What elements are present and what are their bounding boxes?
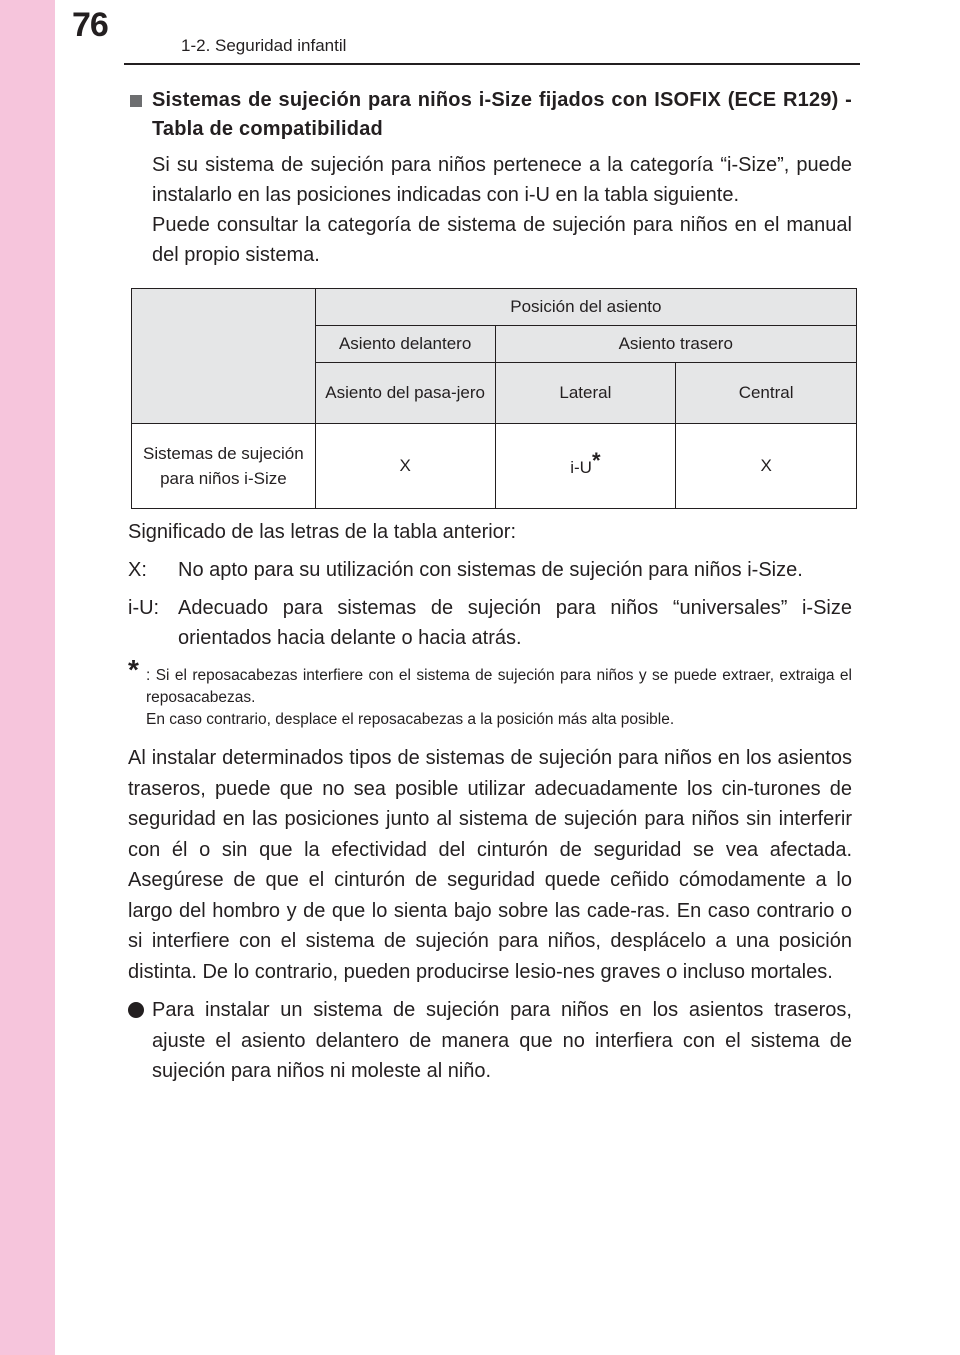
table-header-passenger-seat [315,363,495,424]
intro-paragraph: Puede consultar la categoría de sistema de sujeción para niños en el manual del propio sistema. [152,214,852,266]
section-title: 1-2. Seguridad infantil [181,36,347,55]
legend-key: i-U: [128,597,160,619]
compatibility-table [131,288,857,509]
table-header-passenger-seat-text: Asiento del pasa-jero [325,383,485,402]
table-cell-lateral-value: i-U [570,458,592,477]
bullet-dot-icon [128,1002,144,1018]
table-cell-front: X [315,424,495,509]
page-number: 76 [72,6,108,44]
footnote-line: : Si el reposacabezas interfiere con el sistema de sujeción para niños y se puede extraer, extraiga el reposacabezas. [146,667,852,706]
body-paragraph: Al instalar determinados tipos de sistemas de sujeción para niños en los asientos traseros, puede que no sea posible utilizar adecuadamente los cin-turones de seguridad en las posiciones junto al sistema de sujeción para niños sin interferir con él o sin que la efectividad del cinturón de seguridad se vea afectada. Asegúrese de que el cinturón de seguridad quede ceñido cómodamente a lo largo del hombro y de que lo sienta bajo sobre las cade-ras. En caso contrario o si interfiere con el sistema de sujeción para niños, desplácelo a una posición distinta. De lo contrario, pueden producirse lesio-nes graves o incluso mortales. [128,747,852,983]
footnote-asterisk: * [128,654,139,685]
square-bullet-icon [130,95,142,107]
legend-description: No apto para su utilización con sistemas de sujeción para niños i-Size. [178,559,803,581]
footnote-line: En caso contrario, desplace el reposacabezas a la posición más alta posible. [146,711,675,728]
legend-item [128,555,852,585]
legend-intro: Significado de las letras de la tabla anterior: [128,521,517,543]
page-side-tab [0,0,55,1355]
table-header-rear-seat: Asiento trasero [495,326,856,363]
legend-key: X: [128,559,147,581]
table-header-lateral: Lateral [495,363,676,424]
table-cell-central: X [676,424,857,509]
header-divider [124,63,860,65]
table-header-central: Central [676,363,857,424]
table-row-label: Sistemas de sujeción para niños i-Size [132,424,316,509]
table-header-seat-position: Posición del asiento [315,289,856,326]
intro-paragraph: Si su sistema de sujeción para niños pertenece a la categoría “i-Size”, puede instalarlo en las posiciones indicadas con i-U en la tabla siguiente. [152,154,852,206]
bullet-text: Para instalar un sistema de sujeción para niños en los asientos traseros, ajuste el asiento delantero de manera que no interfiera con el sistema de sujeción para niños ni moleste al niño. [152,999,852,1082]
table-cell-lateral [495,424,676,509]
table-corner-cell [132,289,316,424]
footnote-marker: * [591,448,601,473]
legend-description: Adecuado para sistemas de sujeción para niños “universales” i-Size orientados hacia delante o hacia atrás. [178,597,852,649]
table-header-front-seat: Asiento delantero [315,326,495,363]
section-heading [128,86,852,144]
page-content [128,86,852,1087]
table-row [132,424,857,509]
footnote [128,654,852,731]
bullet-item [128,995,852,1087]
section-heading-text: Sistemas de sujeción para niños i-Size fijados con ISOFIX (ECE R129) - Tabla de compatibilidad [152,89,852,140]
legend-item [128,593,852,653]
